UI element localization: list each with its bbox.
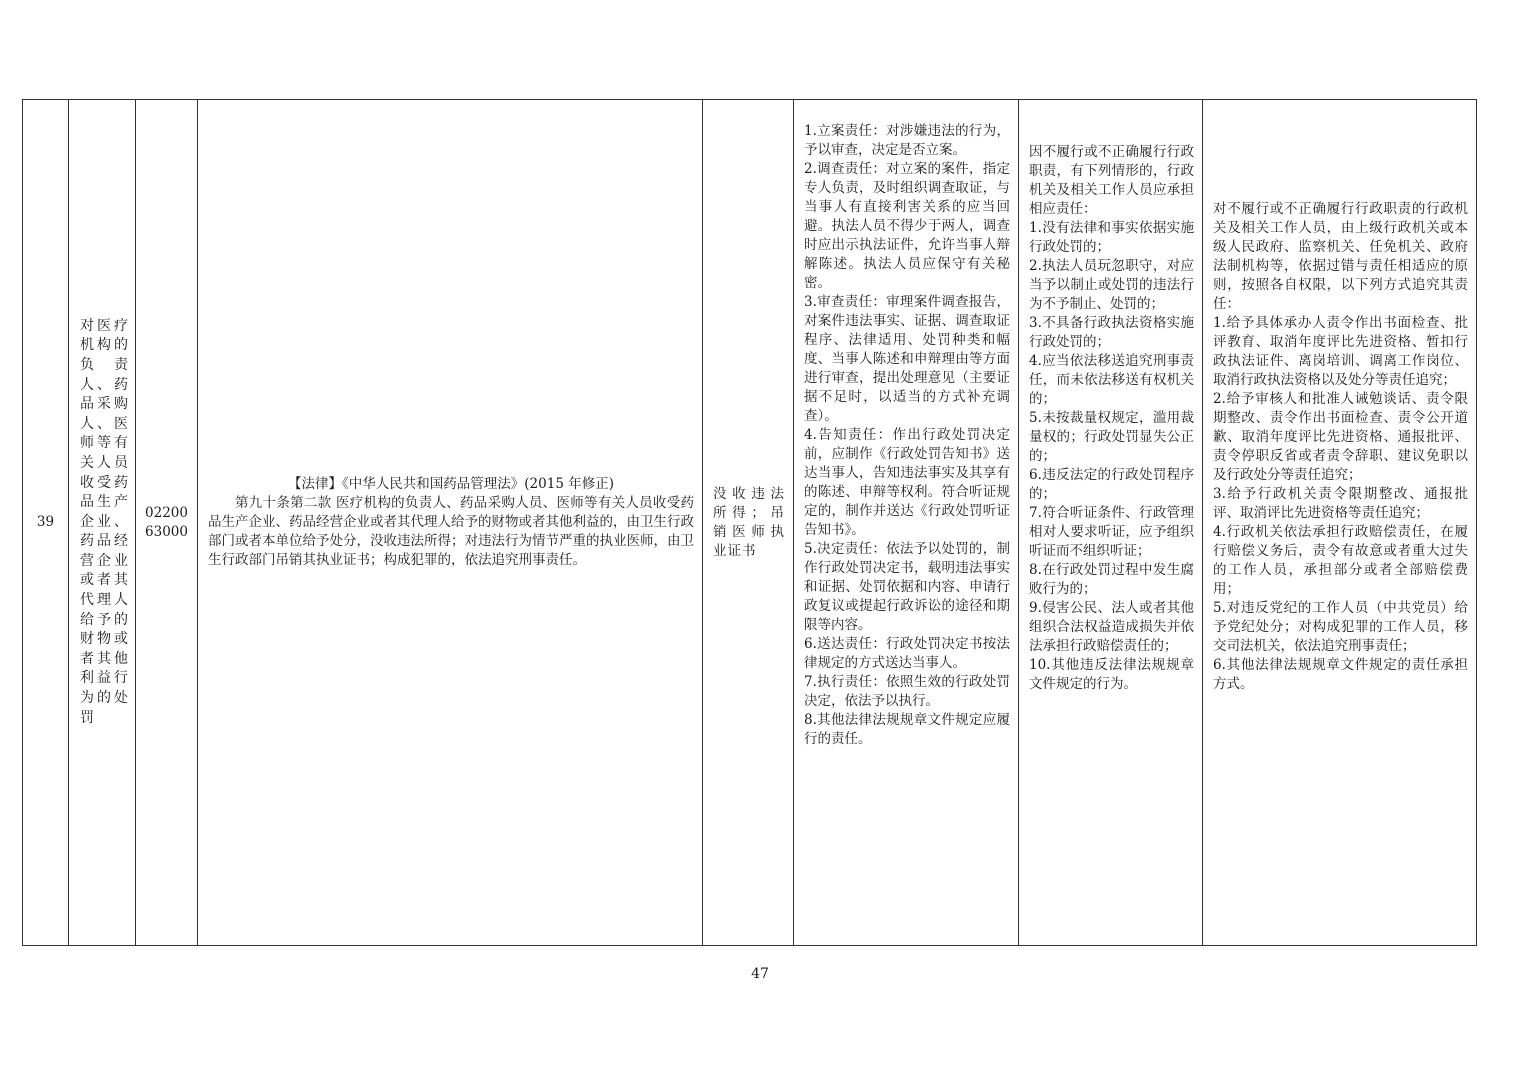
fault-item: 1.没有法律和事实依据实施行政处罚的； xyxy=(1029,220,1194,255)
accountability-intro: 对不履行或不正确履行行政职责的行政机关及相关工作人员，由上级行政机关或本级人民政府、监察机关、任免机关、政府法制机构等，依据过错与责任相适应的原则，按照各自权限，以下列方式追究其责任： xyxy=(1213,201,1468,312)
fault-item: 5.未按裁量权规定，滥用裁量权的；行政处罚显失公正的； xyxy=(1029,410,1194,464)
responsibility-item: 3.审查责任：审理案件调查报告，对案件违法事实、证据、调查取证程序、法律适用、处罚种类和幅度、当事人陈述和申辩理由等方面进行审查，提出处理意见（主要证据不足时，以适当的方式补充调查）。 xyxy=(804,294,1010,424)
responsibility-item: 6.送达责任：行政处罚决定书按法律规定的方式送达当事人。 xyxy=(804,636,1010,671)
responsibility-cell xyxy=(794,100,1019,946)
responsibility-item: 8.其他法律法规规章文件规定应履行的责任。 xyxy=(804,712,1010,747)
fault-intro: 因不履行或不正确履行行政职责，有下列情形的，行政机关及相关工作人员应承担相应责任： xyxy=(1029,144,1194,217)
fault-item: 6.违反法定的行政处罚程序的； xyxy=(1029,467,1194,502)
accountability-cell xyxy=(1203,100,1477,946)
item-code-line: 63000 xyxy=(145,523,188,540)
accountability-item: 6.其他法律法规规章文件规定的责任承担方式。 xyxy=(1213,657,1468,692)
responsibility-item: 2.调查责任：对立案的案件，指定专人负责，及时组织调查取证，与当事人有直接利害关系的应当回避。执法人员不得少于两人，调查时应出示执法证件，允许当事人辩解陈述。执法人员应保守有关秘密。 xyxy=(804,161,1010,291)
responsibility-item: 4.告知责任：作出行政处罚决定前，应制作《行政处罚告知书》送达当事人，告知违法事实及其享有的陈述、申辩等权利。符合听证规定的，制作并送达《行政处罚听证告知书》。 xyxy=(804,427,1010,538)
fault-item: 7.符合听证条件、行政管理相对人要求听证，应予组织听证而不组织听证； xyxy=(1029,505,1194,559)
fault-item: 9.侵害公民、法人或者其他组织合法权益造成损失并依法承担行政赔偿责任的； xyxy=(1029,600,1194,654)
legal-basis-cell xyxy=(198,100,703,946)
responsibility-item: 7.执行责任：依照生效的行政处罚决定，依法予以执行。 xyxy=(804,674,1010,709)
legal-basis-body: 第九十条第二款 医疗机构的负责人、药品采购人员、医师等有关人员收受药品生产企业、药品经营企业或者其代理人给予的财物或者其他利益的，由卫生行政部门或者本单位给予处分，没收违法所得；对违法行为情节严重的执业医师，由卫生行政部门吊销其执业证书；构成犯罪的，依法追究刑事责任。 xyxy=(208,495,694,568)
fault-item: 2.执法人员玩忽职守，对应当予以制止或处罚的违法行为不予制止、处罚的； xyxy=(1029,258,1194,312)
fault-item: 3.不具备行政执法资格实施行政处罚的； xyxy=(1029,315,1194,350)
responsibility-item: 5.决定责任：依法予以处罚的，制作行政处罚决定书，载明违法事实和证据、处罚依据和内容、申请行政复议或提起行政诉讼的途径和期限等内容。 xyxy=(804,541,1010,633)
accountability-item: 1.给予具体承办人责令作出书面检查、批评教育、取消年度评比先进资格、暂扣行政执法证件、离岗培训、调离工作岗位、取消行政执法资格以及处分等责任追究； xyxy=(1213,315,1468,388)
accountability-item: 2.给予审核人和批准人诫勉谈话、责令限期整改、责令作出书面检查、责令公开道歉、取消年度评比先进资格、通报批评、责令停职反省或者责令辞职、建议免职以及行政处分等责任追究； xyxy=(1213,391,1468,483)
item-code-cell xyxy=(136,100,198,946)
penalty-type: 没收违法所得；吊销医师执业证书 xyxy=(703,100,794,946)
accountability-item: 3.给予行政机关责令限期整改、通报批评、取消评比先进资格等责任追究； xyxy=(1213,486,1468,521)
accountability-item: 5.对违反党纪的工作人员（中共党员）给予党纪处分；对构成犯罪的工作人员，移交司法机关，依法追究刑事责任； xyxy=(1213,600,1468,654)
fault-item: 4.应当依法移送追究刑事责任，而未依法移送有权机关的； xyxy=(1029,353,1194,407)
row-number: 39 xyxy=(23,100,69,946)
fault-item: 8.在行政处罚过程中发生腐败行为的； xyxy=(1029,562,1194,597)
fault-item: 10.其他违反法律法规规章文件规定的行为。 xyxy=(1029,657,1194,692)
power-list-table xyxy=(22,99,1477,946)
item-code-line: 02200 xyxy=(145,504,188,521)
item-name-cell xyxy=(69,100,136,946)
table-row xyxy=(23,100,1477,946)
item-name: 对医疗机构的负责人、药品采购人、医师等有关人员收受药品生产企业、药品经营企业或者其代理人给予的财物或者其他利益行为的处罚 xyxy=(80,317,128,726)
responsibility-item: 1.立案责任：对涉嫌违法的行为，予以审查，决定是否立案。 xyxy=(804,123,1010,158)
legal-basis-title: 【法律】《中华人民共和国药品管理法》(2015 年修正) xyxy=(288,476,614,492)
accountability-item: 4.行政机关依法承担行政赔偿责任，在履行赔偿义务后，责令有故意或者重大过失的工作人员，承担部分或者全部赔偿费用； xyxy=(1213,524,1468,597)
page-number: 47 xyxy=(751,966,769,982)
fault-cell xyxy=(1019,100,1203,946)
